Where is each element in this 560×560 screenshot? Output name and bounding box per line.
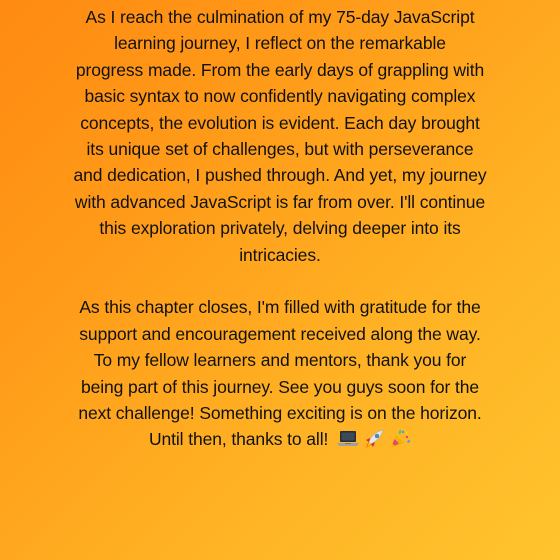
text-line: being part of this journey. See you guys soon for the <box>80 376 480 397</box>
text-line: learning journey, I reflect on the remarkable <box>114 33 446 54</box>
paragraph-2 <box>0 294 560 456</box>
paragraph-gap <box>0 268 560 294</box>
text-line: As I reach the culmination of my 75-day JavaScript <box>85 7 475 27</box>
paragraph-1 <box>0 4 560 268</box>
emoji-group <box>337 429 411 456</box>
laptop-icon <box>337 429 359 455</box>
text-line: As this chapter closes, I'm filled with gratitude for the <box>79 297 481 318</box>
post-text <box>0 4 560 456</box>
rocket-icon <box>363 429 385 456</box>
final-line <box>0 426 560 456</box>
party-popper-icon <box>389 429 411 456</box>
text-line: Until then, thanks to all! <box>148 429 329 450</box>
text-line: progress made. From the early days of grappling with <box>75 59 485 80</box>
text-line: its unique set of challenges, but with perseverance <box>86 139 474 160</box>
text-line: and dedication, I pushed through. And yet, my journey <box>73 165 487 186</box>
text-line: this exploration privately, delving deeper into its <box>99 218 461 239</box>
text-line: concepts, the evolution is evident. Each day brought <box>80 112 480 133</box>
text-line: next challenge! Something exciting is on the horizon. <box>78 403 482 424</box>
text-line: basic syntax to now confidently navigating complex <box>84 86 476 107</box>
text-line: intricacies. <box>239 244 321 265</box>
text-line: with advanced JavaScript is far from over. I'll continue <box>74 191 486 212</box>
text-line: support and encouragement received along the way. <box>79 323 481 344</box>
text-line: To my fellow learners and mentors, thank you for <box>93 350 467 371</box>
